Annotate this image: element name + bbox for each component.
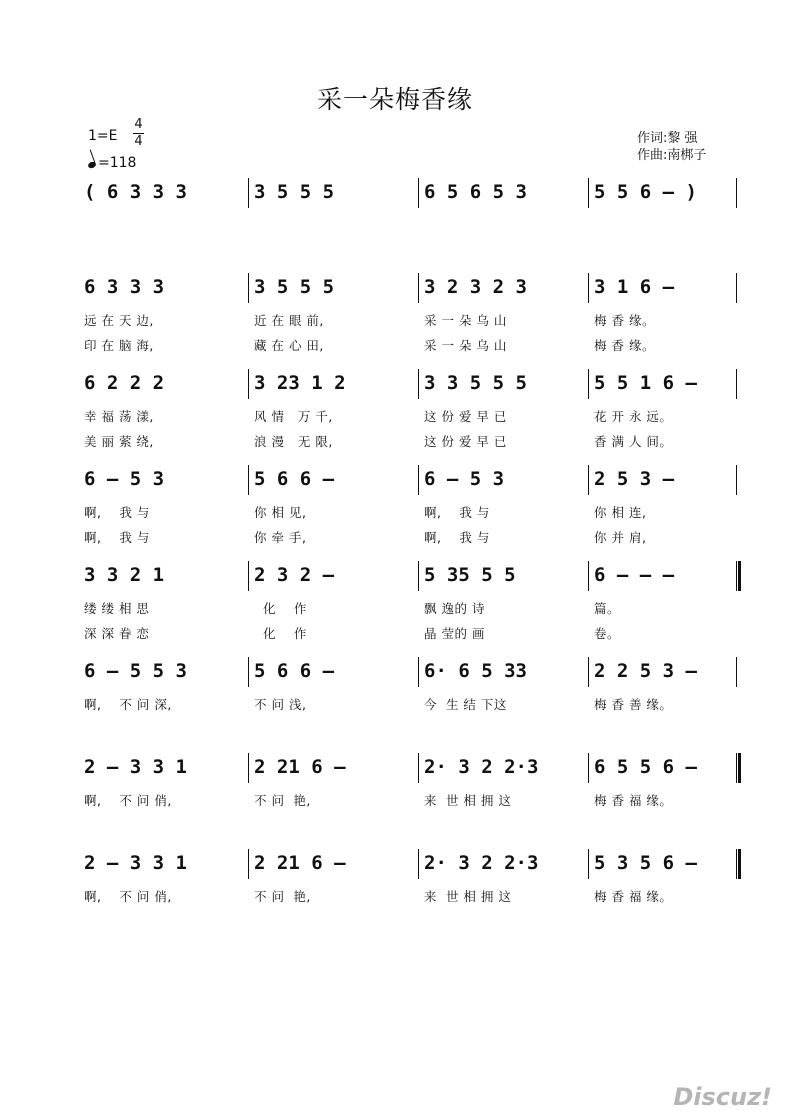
measure-notes: 3 1 6 –: [594, 276, 675, 298]
song-title: 采一朵梅香缘: [316, 85, 473, 114]
measure-notes: 6 5 5 6 –: [594, 756, 697, 778]
lyric-verse-2: 这 份 爱 早 已: [424, 434, 507, 449]
score-system: [0, 178, 790, 258]
measure-notes: 2 – 3 3 1: [84, 852, 187, 874]
measure-notes: 5 3 5 6 –: [594, 852, 697, 874]
bar-line: [588, 657, 589, 687]
bar-line: [248, 753, 249, 783]
bar-line: [588, 561, 589, 591]
measure-notes: 6· 6 5 33: [424, 660, 527, 682]
measure-notes: 5 35 5 5: [424, 564, 516, 586]
score-system: [0, 753, 790, 833]
measure-notes: 2 5 3 –: [594, 468, 675, 490]
bar-line: [736, 178, 737, 208]
lyric-verse-1: 缕 缕 相 思: [84, 601, 150, 616]
lyric-verse-1: 梅 香 福 缘。: [594, 793, 673, 808]
lyric-verse-1: 啊, 不 问 深,: [84, 697, 172, 712]
lyric-verse-1: 近 在 眼 前,: [254, 313, 324, 328]
lyric-verse-2: 啊, 我 与: [424, 530, 490, 545]
bar-line: [588, 369, 589, 399]
bar-line: [588, 178, 589, 208]
bar-line: [248, 178, 249, 208]
composer: 作曲:南梆子: [637, 148, 707, 163]
lyric-verse-2: 香 满 人 间。: [594, 434, 673, 449]
measure-notes: ( 6 3 3 3: [84, 181, 187, 203]
lyric-verse-2: 藏 在 心 田,: [254, 338, 324, 353]
time-signature: [133, 118, 144, 149]
time-bottom: 4: [134, 134, 143, 149]
measure-notes: 3 2 3 2 3: [424, 276, 527, 298]
measure-notes: 2 – 3 3 1: [84, 756, 187, 778]
measure-notes: 2 21 6 –: [254, 852, 346, 874]
bar-line: [248, 849, 249, 879]
lyric-verse-1: 啊, 不 问 俏,: [84, 889, 172, 904]
lyric-verse-1: 花 开 永 远。: [594, 409, 673, 424]
lyric-verse-1: 篇。: [594, 601, 621, 616]
measure-notes: 6 – – –: [594, 564, 675, 586]
final-bar-line: [738, 849, 741, 879]
measure-notes: 5 6 6 –: [254, 660, 335, 682]
lyric-verse-2: 浪 漫 无 限,: [254, 434, 333, 449]
lyric-verse-2: 啊, 我 与: [84, 530, 150, 545]
measure-notes: 2 21 6 –: [254, 756, 346, 778]
measure-notes: 5 5 6 – ): [594, 181, 697, 203]
lyric-verse-1: 这 份 爱 早 已: [424, 409, 507, 424]
bar-line: [418, 273, 419, 303]
lyric-verse-2: 你 并 肩,: [594, 530, 647, 545]
bar-line: [248, 657, 249, 687]
measure-notes: 6 – 5 3: [84, 468, 165, 490]
key-signature: 1=E: [88, 128, 118, 144]
lyric-verse-1: 啊, 不 问 俏,: [84, 793, 172, 808]
tempo-value: =118: [98, 155, 137, 171]
score-system: [0, 465, 790, 545]
measure-notes: 2· 3 2 2·3: [424, 852, 539, 874]
lyric-verse-1: 来 世 相 拥 这: [424, 889, 512, 904]
bar-line: [418, 369, 419, 399]
bar-line: [588, 849, 589, 879]
measure-notes: 3 5 5 5: [254, 276, 335, 298]
lyric-verse-1: 来 世 相 拥 这: [424, 793, 512, 808]
score-system: [0, 561, 790, 641]
bar-line: [588, 273, 589, 303]
lyric-verse-1: 不 问 艳,: [254, 793, 311, 808]
score-system: [0, 369, 790, 449]
measure-notes: 6 – 5 5 3: [84, 660, 187, 682]
lyric-verse-2: 印 在 脑 海,: [84, 338, 154, 353]
bar-line: [736, 561, 737, 591]
lyric-verse-2: 晶 莹的 画: [424, 626, 485, 641]
measure-notes: 3 3 2 1: [84, 564, 165, 586]
measure-notes: 5 6 6 –: [254, 468, 335, 490]
lyric-verse-1: 你 相 见,: [254, 505, 307, 520]
lyric-verse-2: 化 作: [254, 626, 307, 641]
lyric-verse-1: 梅 香 善 缘。: [594, 697, 673, 712]
measure-notes: 3 5 5 5: [254, 181, 335, 203]
lyricist: 作词:黎 强: [637, 131, 698, 146]
final-bar-line: [738, 753, 741, 783]
lyric-verse-2: 梅 香 缘。: [594, 338, 655, 353]
score-system: [0, 849, 790, 929]
lyric-verse-1: 啊, 我 与: [424, 505, 490, 520]
bar-line: [418, 753, 419, 783]
bar-line: [418, 178, 419, 208]
bar-line: [248, 273, 249, 303]
lyric-verse-1: 幸 福 荡 漾,: [84, 409, 154, 424]
measure-notes: 2 3 2 –: [254, 564, 335, 586]
bar-line: [736, 753, 737, 783]
lyric-verse-1: 梅 香 缘。: [594, 313, 655, 328]
lyric-verse-2: 卷。: [594, 626, 621, 641]
time-top: 4: [134, 117, 143, 132]
measure-notes: 6 3 3 3: [84, 276, 165, 298]
measure-notes: 3 23 1 2: [254, 372, 346, 394]
lyric-verse-1: 你 相 连,: [594, 505, 647, 520]
score-system: [0, 657, 790, 737]
lyric-verse-1: 今 生 结 下这: [424, 697, 507, 712]
lyric-verse-1: 飘 逸的 诗: [424, 601, 485, 616]
bar-line: [418, 465, 419, 495]
bar-line: [736, 273, 737, 303]
bar-line: [248, 369, 249, 399]
bar-line: [418, 657, 419, 687]
lyric-verse-1: 不 问 浅,: [254, 697, 307, 712]
score-system: [0, 273, 790, 353]
bar-line: [736, 849, 737, 879]
measure-notes: 6 5 6 5 3: [424, 181, 527, 203]
bar-line: [736, 465, 737, 495]
lyric-verse-2: 美 丽 萦 绕,: [84, 434, 154, 449]
bar-line: [418, 849, 419, 879]
measure-notes: 3 3 5 5 5: [424, 372, 527, 394]
bar-line: [588, 753, 589, 783]
bar-line: [588, 465, 589, 495]
lyric-verse-1: 不 问 艳,: [254, 889, 311, 904]
quarter-note-icon: [87, 161, 97, 169]
measure-notes: 5 5 1 6 –: [594, 372, 697, 394]
lyric-verse-1: 远 在 天 边,: [84, 313, 154, 328]
lyric-verse-1: 采 一 朵 乌 山: [424, 313, 507, 328]
bar-line: [736, 657, 737, 687]
final-bar-line: [738, 561, 741, 591]
bar-line: [248, 465, 249, 495]
lyric-verse-2: 采 一 朵 乌 山: [424, 338, 507, 353]
measure-notes: 2 2 5 3 –: [594, 660, 697, 682]
lyric-verse-1: 梅 香 福 缘。: [594, 889, 673, 904]
lyric-verse-2: 深 深 眷 恋: [84, 626, 150, 641]
bar-line: [248, 561, 249, 591]
bar-line: [418, 561, 419, 591]
lyric-verse-1: 风 情 万 千,: [254, 409, 333, 424]
lyric-verse-1: 啊, 我 与: [84, 505, 150, 520]
measure-notes: 6 2 2 2: [84, 372, 165, 394]
watermark: Discuz!: [673, 1083, 772, 1111]
tempo-marking: [88, 155, 136, 171]
measure-notes: 6 – 5 3: [424, 468, 505, 490]
measure-notes: 2· 3 2 2·3: [424, 756, 539, 778]
lyric-verse-2: 你 牵 手,: [254, 530, 307, 545]
bar-line: [736, 369, 737, 399]
lyric-verse-1: 化 作: [254, 601, 307, 616]
